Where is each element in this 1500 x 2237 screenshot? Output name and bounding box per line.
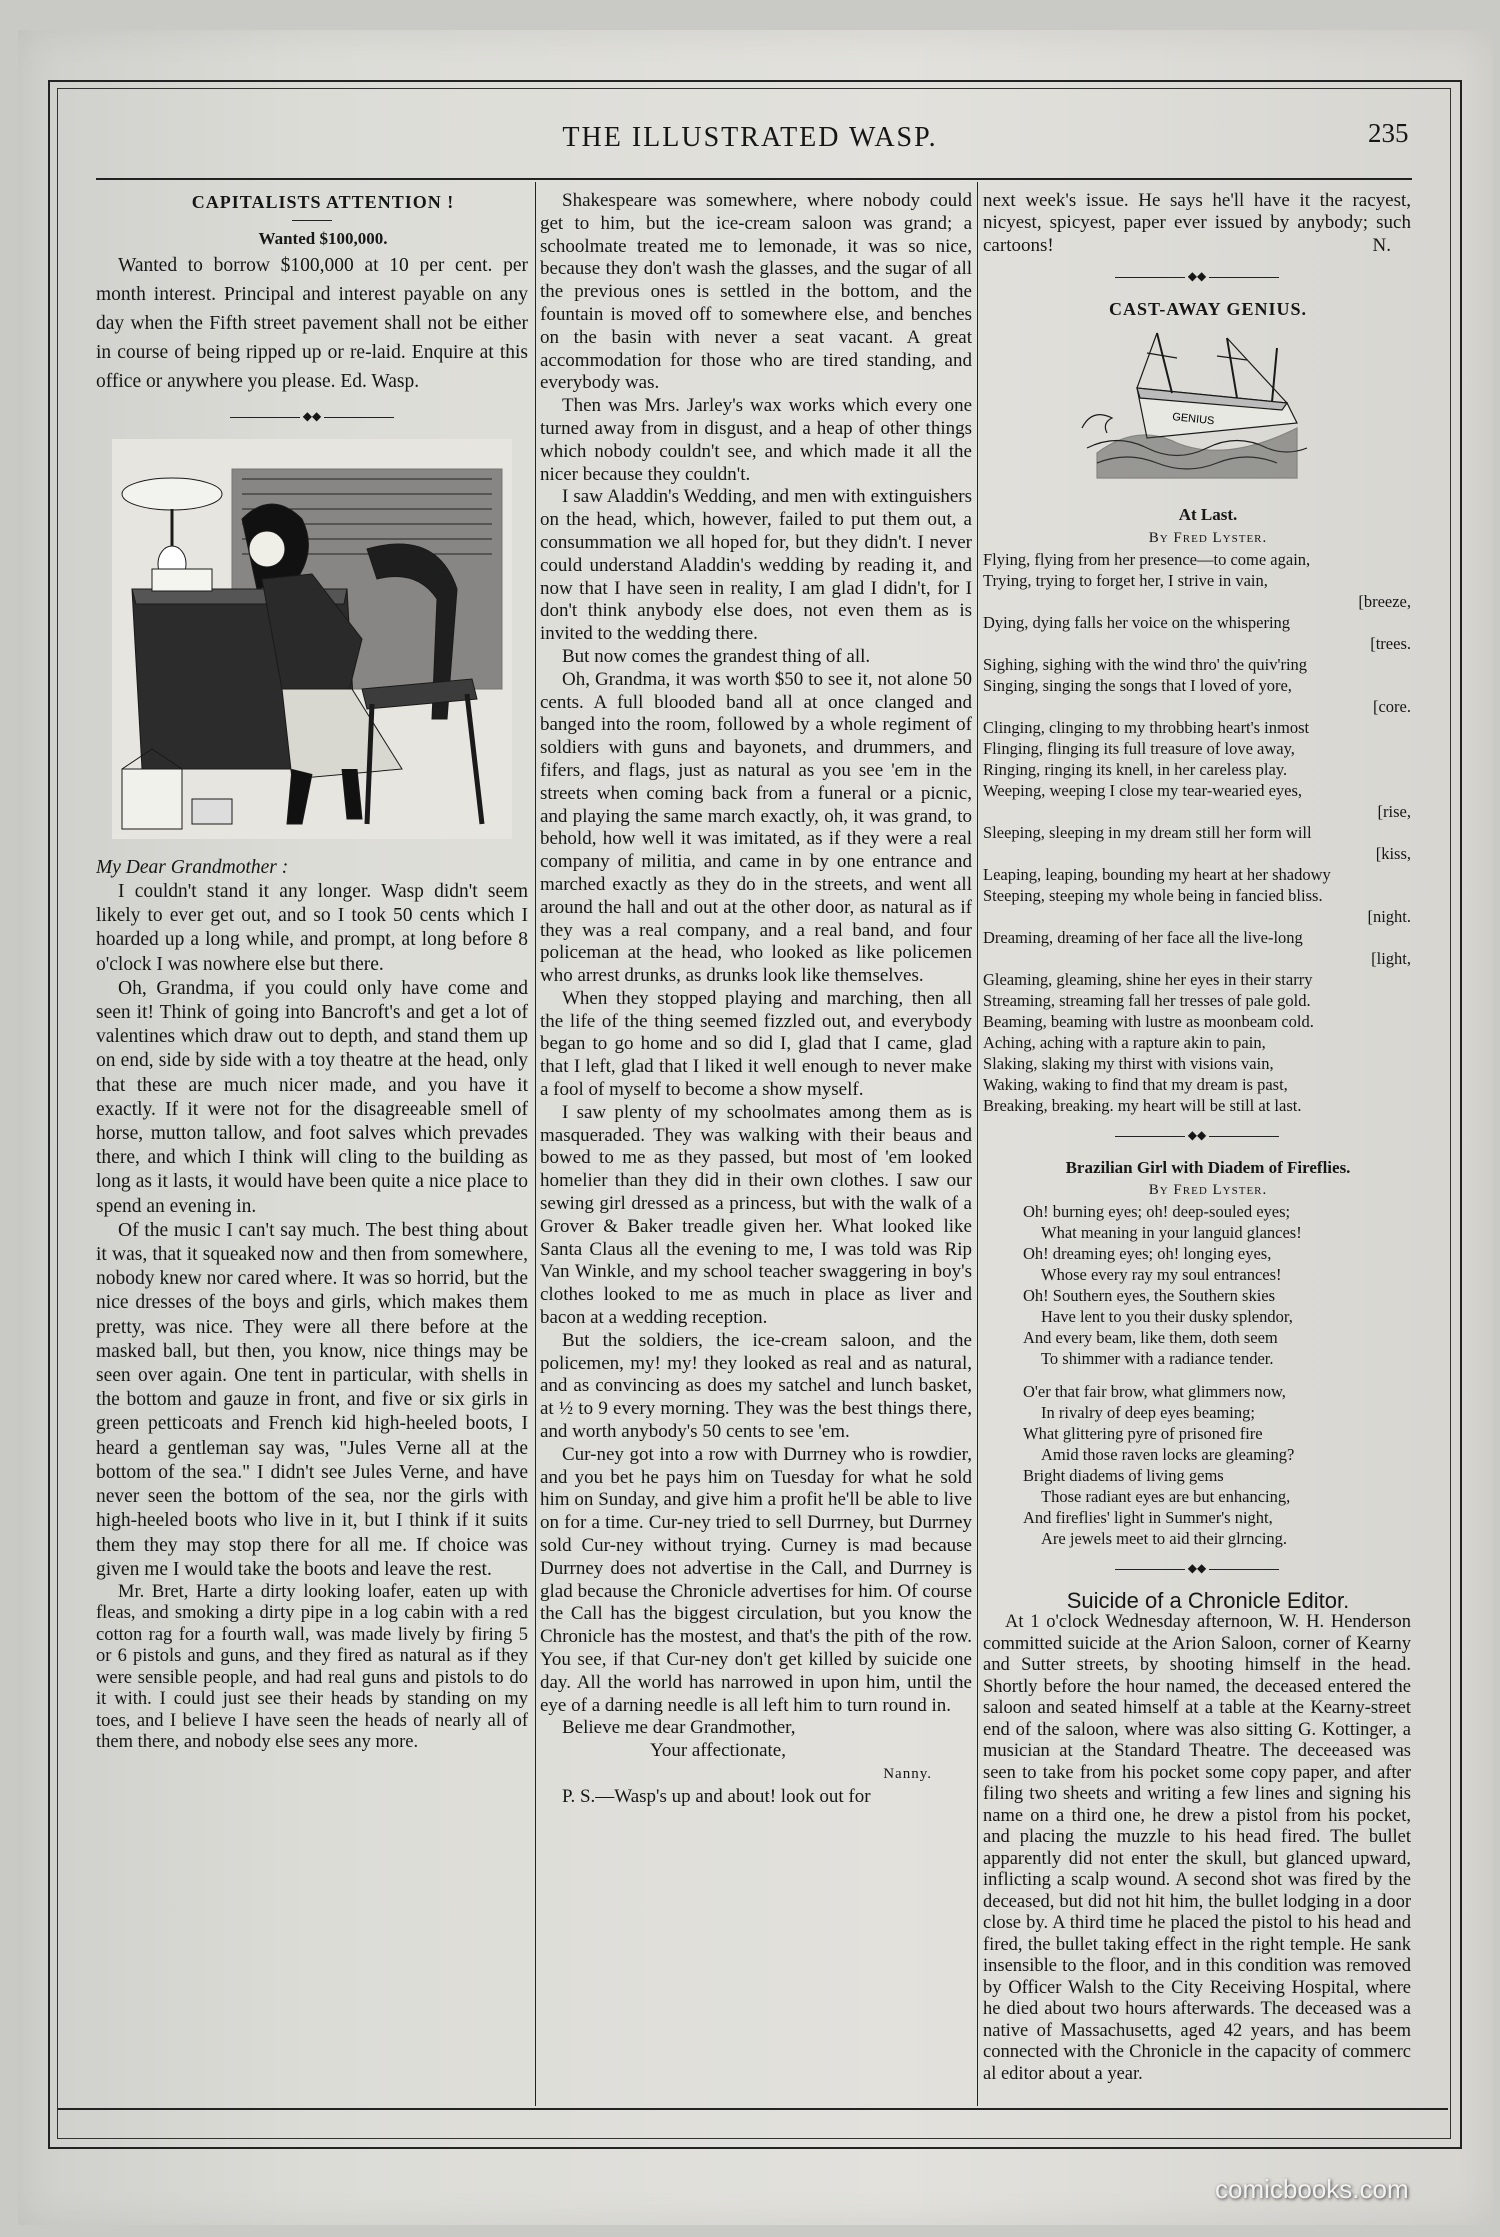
column-3 <box>983 190 1411 2100</box>
poem-line: [night. <box>1367 907 1411 927</box>
section-ornament: ◆◆ <box>983 1124 1411 1146</box>
column-divider-1 <box>535 182 536 2106</box>
paragraph: Cur-ney got into a row with Durrney who is rowdier, and you bet he pays him on Tuesday for what he sold him on Sunday, and give him a profit he'll be able to live on for a time. Cur-ney tried to sell Durrney, but Durrney sold Cur-ney without trying. Curney is mad because Durrney does not advertise in the Call, and Durrney is glad because the Chronicle advertises for him. Of course the Call has the biggest circulation, but you know the Chronicle has the mostest, and that's the pith of the row. You see, if that Cur-ney don't get killed by suicide one day. All the world has narrowed in upon him, until the eye of a darning needle is all left him to turn round in. <box>540 1443 972 1716</box>
poem-line: Dreaming, dreaming of her face all the live-long <box>983 928 1303 948</box>
paragraph: I saw Aladdin's Wedding, and men with extinguishers on the head, which, however, failed to put them out, a consummation we all hoped for, but they didn't. I never could understand Aladdin's wedding by reading it, and now that I have seen in reality, I am glad I didn't, for I don't think anybody else does, not even them as is invited to the wedding there. <box>540 486 972 645</box>
poem-line: What glittering pyre of prisoned fire <box>1023 1424 1263 1444</box>
short-rule <box>292 220 332 221</box>
ad-body: Wanted to borrow $100,000 at 10 per cent. per month interest. Principal and interest payable on any day when the Fifth street pavement shall not be either in course of being ripped up or re-laid. Enquire at this office or anywhere you please. Ed. Wasp. <box>96 255 528 393</box>
poem-line: [breeze, <box>1358 592 1411 612</box>
signature: Nanny. <box>883 1765 932 1782</box>
section-ornament: ◆◆ <box>983 1557 1411 1579</box>
poem-line: [trees. <box>1370 634 1411 654</box>
poem-line: What meaning in your languid glances! <box>1041 1223 1302 1243</box>
paragraph: But now comes the grandest thing of all. <box>562 645 871 667</box>
poem-line: Sighing, sighing with the wind thro' the quiv'ring <box>983 655 1308 675</box>
poem-title: At Last. <box>1178 505 1238 525</box>
poem-line: Are jewels meet to aid their glrncing. <box>1041 1529 1288 1549</box>
paragraph: Mr. Bret, Harte a dirty looking loafer, eaten up with fleas, and smoking a dirty pipe in a log cabin with a red cotton rag for a fourth wall, was made lively by firing 5 or 6 pistols and guns, and they fired as natural as if they were sensible people, and had real guns and pistols to do it with. I could just see their heads by standing on my toes, and I believe I have seen the heads of nearly all of them there, and nobody else sees any more. <box>96 1581 528 1753</box>
poem-line: [light, <box>1371 949 1411 969</box>
news-title: Suicide of a Chronicle Editor. <box>1066 1587 1350 1613</box>
poem-line: Waking, waking to find that my dream is past, <box>983 1075 1288 1095</box>
poem-line: Steeping, steeping my whole being in fancied bliss. <box>983 886 1323 906</box>
girl-writing-illustration <box>96 439 528 846</box>
poem-line: Oh! dreaming eyes; oh! longing eyes, <box>1023 1244 1272 1264</box>
poem-line: Breaking, breaking. my heart will be still at last. <box>983 1096 1302 1116</box>
poem-line: Gleaming, gleaming, shine her eyes in their starry <box>983 970 1313 990</box>
letter-salutation: My Dear Grandmother : <box>96 856 289 878</box>
poem-line: Dying, dying falls her voice on the whispering <box>983 613 1291 633</box>
footer-rule <box>58 2108 1448 2110</box>
header-rule <box>96 178 1412 180</box>
poem-line: Trying, trying to forget her, I strive in vain, <box>983 571 1268 591</box>
poem-line: In rivalry of deep eyes beaming; <box>1041 1403 1255 1423</box>
paragraph: Oh, Grandma, if you could only have come and seen it! Think of going into Bancroft's and get a lot of valentines which draw out to depth, and stand them up on end, side by side with a toy theatre at the head, only that these are much nicer made, and you have it exactly. If it were not for the disagreeable smell of horse, mutton tallow, and foot salves which prevades there, and which I think will cling to the building as long as it lasts, it would have been quite a nice place to spend an evening in. <box>96 977 528 1217</box>
poem-line: Clinging, clinging to my throbbing heart's inmost <box>983 718 1310 738</box>
watermark: comicbooks.com <box>1215 2174 1409 2204</box>
poem-line: To shimmer with a radiance tender. <box>1041 1349 1274 1369</box>
poem-line: Aching, aching with a rapture akin to pain, <box>983 1033 1266 1053</box>
section-ornament: ◆◆ <box>983 265 1411 287</box>
poem-at-last <box>983 549 1411 1116</box>
poem-line: Oh! Southern eyes, the Southern skies <box>1023 1286 1276 1306</box>
shipwreck-cartoon <box>983 328 1411 494</box>
paragraph: Then was Mrs. Jarley's wax works which every one turned away from in disgust, and a heap of other things which nobody couldn't see, and which made it all the nicer because they couldn't. <box>540 395 972 485</box>
closing-line: Your affectionate, <box>650 1740 786 1762</box>
poem-line: Ringing, ringing its knell, in her careless play. <box>983 760 1288 780</box>
paragraph: Of the music I can't say much. The best thing about it was, that it squeaked now and then from somewhere, nobody knew nor cared where. It was so horrid, but the nice dresses of the boys and girls, which makes them pretty, was nice. They were all there before at the masked ball, but then, you know, nice things may be seen over again. One tent in particular, with shells in the bottom and gauze in front, and five or six girls in green petticoats and French kid high-heeled boots, I heard a gentleman say was, "Jules Verne all at the bottom of the sea." I didn't see Jules Verne, and have never seen the bottom of the sea, nor the girls with high-heeled boots who live in it, but I think if it suits them they may stop there for all me. If choice was given me I would take the boots and leave the rest. <box>96 1219 528 1580</box>
poem-line: Have lent to you their dusky splendor, <box>1041 1307 1293 1327</box>
poem-title: Brazilian Girl with Diadem of Fireflies. <box>1065 1157 1351 1177</box>
poem-line: Leaping, leaping, bounding my heart at her shadowy <box>983 865 1331 885</box>
poem-line: And every beam, like them, doth seem <box>1023 1328 1278 1348</box>
paragraph: I saw plenty of my schoolmates among them as is masqueraded. They was walking with their beaus and bowed to me as they passed, but most of 'em looked homelier than they did in their own clothes. I saw our sewing girl dressed as a princess, but with the walk of a Grover & Baker treadle given her. What looked like Santa Claus all the evening to me, I was told was Rip Van Winkle, and my school teacher swaggering in boy's clothes looked to me as much in place as liver and bacon at a wedding reception. <box>540 1101 972 1329</box>
continuation-text <box>983 190 1411 257</box>
column-2 <box>540 190 972 2100</box>
paragraph: Oh, Grandma, it was worth $50 to see it, not alone 50 cents. A full blooded band all at once clanged and banged into the room, followed by a whole regiment of soldiers with guns and bayonets, and drummers, and fifers, and flags, just as natural as you see 'em in the streets when coming back from a funeral or a picnic, and playing the same march exactly, oh, it was grand, to behold, how well it was imitated, as if they were a real company of militia, and came in by one entrance and marched exactly as they do in the streets, and went all around the hall and out at the other door, as natural as if they was a real company, and a real band, and four policeman at the head, who looked as like policemen who arrest drunks, as drunks look like themselves. <box>540 668 972 987</box>
paragraph: When they stopped playing and marching, then all the life of the thing seemed fizzled out, and everybody began to go home and so did I, glad that I came, glad that I left, glad that I liked it well enough to never make a fool of myself to become a show myself. <box>540 987 972 1101</box>
poem-line: Singing, singing the songs that I loved of yore, <box>983 676 1292 696</box>
continuation-sign: N. <box>1372 234 1391 256</box>
closing-line: Believe me dear Grandmother, <box>562 1717 796 1739</box>
poem-line: O'er that fair brow, what glimmers now, <box>1023 1382 1286 1402</box>
poem-line: [core. <box>1372 697 1411 717</box>
postscript: P. S.—Wasp's up and about! look out for <box>562 1785 871 1807</box>
poem-line: And fireflies' light in Summer's night, <box>1023 1508 1273 1528</box>
poem-line: Slaking, slaking my thirst with visions vain, <box>983 1054 1274 1074</box>
ad-subhead: Wanted $100,000. <box>258 229 388 249</box>
poem-byline: By Fred Lyster. <box>1148 529 1268 546</box>
ad-heading: CAPITALISTS ATTENTION ! <box>191 192 455 212</box>
masthead-title: THE ILLUSTRATED WASP. <box>562 122 938 153</box>
column-divider-2 <box>977 182 978 2106</box>
poem-line: Streaming, streaming fall her tresses of pale gold. <box>983 991 1311 1011</box>
poem-line: Whose every ray my soul entrances! <box>1041 1265 1282 1285</box>
paragraph: But the soldiers, the ice-cream saloon, and the policemen, my! my! they looked as real and as natural, and as convincing as does my satchel and lunch basket, at ½ to 9 every morning. They was the best things there, and worth anybody's 50 cents to see 'em. <box>540 1329 972 1443</box>
ship-label: GENIUS <box>1171 411 1215 428</box>
poem-brazilian-girl <box>983 1201 1411 1549</box>
news-body: At 1 o'clock Wednesday afternoon, W. H. Henderson committed suicide at the Arion Saloon, corner of Kearny and Sutter streets, by shooting himself in the head. Shortly before the hour named, the deceased entered the saloon and seated himself at a table at the Kearny-street end of the saloon, where was also sitting G. Kottinger, a musician at the Standard Theatre. The deceeased was seen to take from his pocket some copy paper, and after filing two sheets and writing a few lines and signing his name on a third one, he drew a pistol from his pocket, and placing the muzzle to his head fired. The bullet apparently did not enter the skull, but glanced upward, inflicting a scalp wound. A second shot was fired by the deceased, but did not hit him, the bullet lodging in a door close by. A third time he placed the pistol to his head and fired, the bullet taking effect in the right temple. He sank insensible to the floor, and in this condition was removed by Officer Walsh to the City Receiving Hospital, where he died about two hours afterwards. The deceased was a native of Massachusetts, aged 42 years, and has beem connected with the Chronicle in the capacity of commerc al editor about a year. <box>983 1612 1411 2084</box>
paragraph: I couldn't stand it any longer. Wasp didn't seem likely to ever get out, and so I took 50 cents which I hoarded up a long while, and prompt, at long before 8 o'clock I was nowhere else but there. <box>96 881 528 975</box>
continuation-body: next week's issue. He says he'll have it the racyest, nicyest, spicyest, paper ever issued by anybody; such cartoons! <box>983 190 1411 256</box>
paragraph: Shakespeare was somewhere, where nobody could get to him, but the ice-cream saloon was grand; a schoolmate treated me to lemonade, it was so nice, because they don't wash the glasses, and the sugar of all the previous ones is settled in the bottom, and the fountain is moved off to somewhere else, and benches on the basin with never a seat vacant. A great accommodation for those who are tired standing, and everybody was. <box>540 190 972 394</box>
poem-line: Beaming, beaming with lustre as moonbeam cold. <box>983 1012 1314 1032</box>
cartoon-title: CAST-AWAY GENIUS. <box>1108 298 1308 319</box>
poem-line: Those radiant eyes are but enhancing, <box>1041 1487 1291 1507</box>
poem-line: Flinging, flinging its full treasure of love away, <box>983 739 1295 759</box>
poem-line: Oh! burning eyes; oh! deep-souled eyes; <box>1023 1202 1291 1222</box>
poem-line: [rise, <box>1377 802 1411 822</box>
poem-line: [kiss, <box>1375 844 1411 864</box>
column-1 <box>96 190 528 2100</box>
poem-line: Flying, flying from her presence—to come again, <box>983 550 1311 570</box>
poem-line: Bright diadems of living gems <box>1023 1466 1224 1486</box>
page-number: 235 <box>1368 118 1409 148</box>
poem-line: Weeping, weeping I close my tear-wearied eyes, <box>983 781 1303 801</box>
section-ornament: ◆◆ <box>96 404 528 428</box>
poem-byline: By Fred Lyster. <box>1148 1182 1268 1199</box>
poem-line: Amid those raven locks are gleaming? <box>1041 1445 1295 1465</box>
poem-line: Sleeping, sleeping in my dream still her form will <box>983 823 1312 843</box>
